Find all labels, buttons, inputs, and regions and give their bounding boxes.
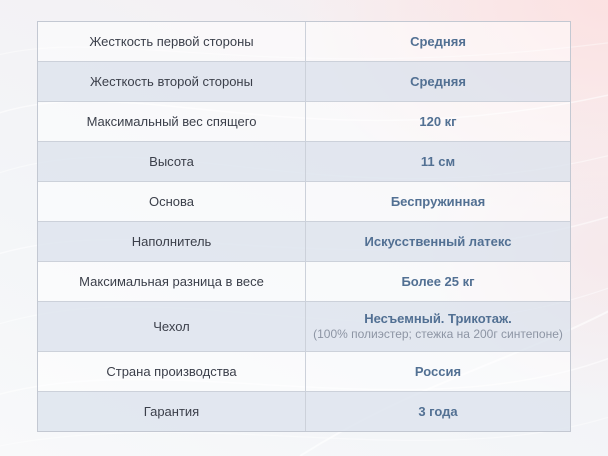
- spec-value-text: 3 года: [418, 403, 458, 419]
- spec-value: [306, 222, 570, 261]
- spec-row: [38, 391, 570, 431]
- spec-value: [306, 262, 570, 301]
- spec-label: Гарантия: [38, 392, 306, 431]
- spec-row: [38, 101, 570, 141]
- spec-value-text: Несъемный. Трикотаж.: [364, 311, 512, 327]
- spec-row: [38, 141, 570, 181]
- spec-value-text: Более 25 кг: [401, 273, 475, 289]
- spec-row: [38, 61, 570, 101]
- spec-row: [38, 301, 570, 351]
- spec-value-text: Средняя: [410, 33, 466, 49]
- spec-value-text: Россия: [414, 363, 462, 379]
- spec-value: [306, 302, 570, 351]
- spec-label: Наполнитель: [38, 222, 306, 261]
- spec-value: [306, 352, 570, 391]
- spec-row: [38, 181, 570, 221]
- spec-value: [306, 102, 570, 141]
- spec-value: [306, 62, 570, 101]
- spec-value: [306, 182, 570, 221]
- spec-label: Страна производства: [38, 352, 306, 391]
- spec-row: [38, 351, 570, 391]
- spec-value-text: 11 см: [420, 153, 456, 169]
- spec-label: Максимальный вес спящего: [38, 102, 306, 141]
- spec-value: [306, 142, 570, 181]
- spec-label: Жесткость первой стороны: [38, 22, 306, 61]
- spec-row: [38, 261, 570, 301]
- spec-label: Максимальная разница в весе: [38, 262, 306, 301]
- spec-label: Высота: [38, 142, 306, 181]
- spec-value-text: Средняя: [410, 73, 466, 89]
- spec-value: [306, 392, 570, 431]
- spec-value-text: 120 кг: [419, 113, 457, 129]
- spec-value: [306, 22, 570, 61]
- spec-row: [38, 221, 570, 261]
- specs-table: [37, 21, 571, 432]
- spec-row: [38, 22, 570, 61]
- spec-value-text: Беспружинная: [390, 193, 486, 209]
- spec-label: Основа: [38, 182, 306, 221]
- spec-label: Чехол: [38, 302, 306, 351]
- spec-value-note: (100% полиэстер; стежка на 200г синтепоне): [313, 327, 563, 342]
- spec-label: Жесткость второй стороны: [38, 62, 306, 101]
- spec-value-text: Искусственный латекс: [364, 233, 512, 249]
